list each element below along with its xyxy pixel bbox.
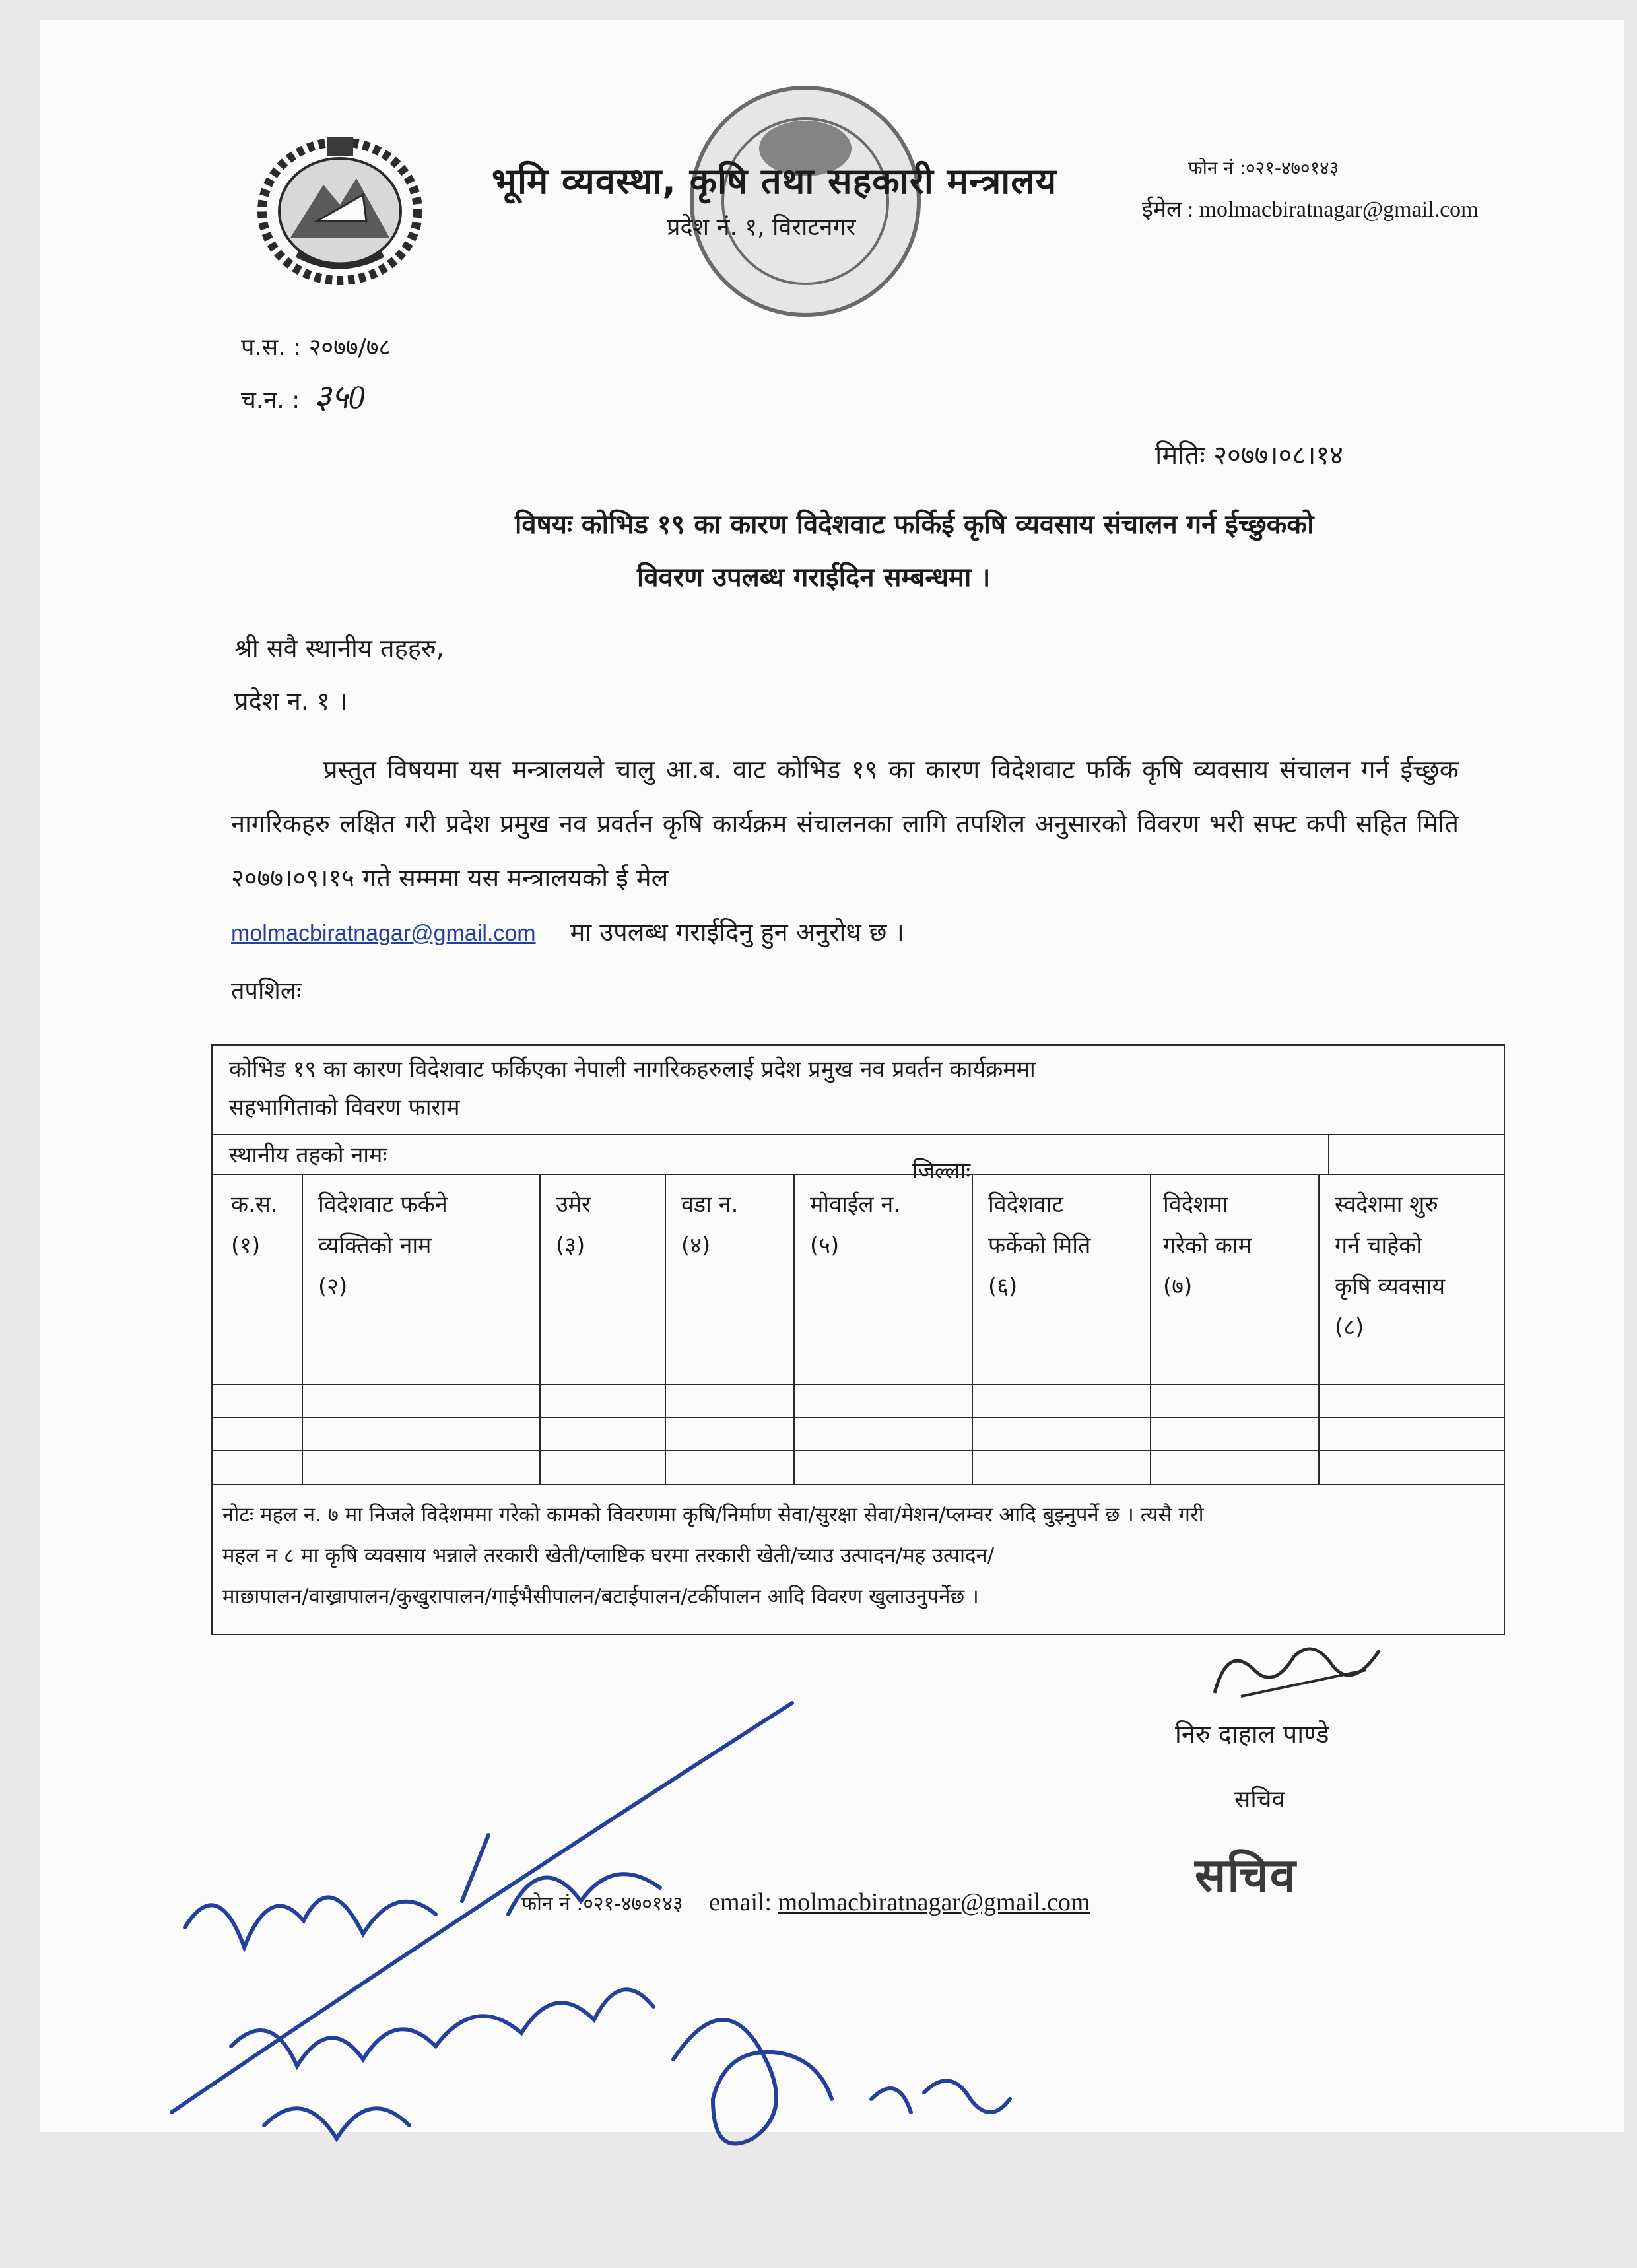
tapsil-label: तपशिलः: [231, 978, 302, 1005]
col-mobile-line: मोवाईल न.: [810, 1191, 901, 1218]
local-level-label: स्थानीय तहको नामः: [229, 1142, 387, 1168]
addressee-line-2: प्रदेश न. १ ।: [234, 686, 348, 716]
letterhead-phone: फोन नं :०२१-४७०१४३: [1188, 157, 1339, 179]
col-return-line: (६): [988, 1273, 1018, 1300]
ministry-address: प्रदेश नं. १, विराटनगर: [667, 214, 856, 241]
col-ward-line: वडा न.: [681, 1191, 739, 1218]
col-header-foreign-work: [1163, 1184, 1252, 1307]
addressee-line-1: श्री सवै स्थानीय तहहरु,: [234, 634, 444, 663]
body-email-link[interactable]: molmacbiratnagar@gmail.com: [231, 921, 536, 946]
footer-email-label: email:: [709, 1888, 772, 1916]
handwritten-annotations: [132, 1637, 1122, 2205]
cn-value: ३५0: [314, 378, 365, 415]
col-name-line: विदेशवाट फर्कने: [318, 1191, 448, 1218]
ps-value: २०७७/७८: [308, 334, 391, 361]
col-sn-line: क.स.: [231, 1191, 278, 1218]
note-line: महल न ८ मा कृषि व्यवसाय भन्नाले तरकारी खेती/प्लाष्टिक घरमा तरकारी खेती/च्याउ उत्पादन/मह उत्पादन/: [222, 1544, 995, 1568]
col-work-line: (७): [1163, 1273, 1193, 1300]
col-work-line: गरेको काम: [1163, 1232, 1252, 1259]
subject-line-1: विषयः कोभिड १९ का कारण विदेशवाट फर्किई कृषि व्यवसाय संचालन गर्न ईच्छुकको: [515, 510, 1314, 540]
body-paragraph: [231, 743, 1459, 960]
col-agri-line: (८): [1335, 1314, 1364, 1341]
col-mobile-line: (५): [810, 1232, 840, 1259]
col-header-age: [556, 1184, 591, 1266]
participation-form-table: [211, 1044, 1505, 1635]
col-age-line: उमेर: [556, 1191, 591, 1218]
form-note: [222, 1494, 1204, 1617]
col-agri-line: गर्न चाहेको: [1335, 1232, 1422, 1259]
letter-date: मितिः २०७७।०८।१४: [1155, 440, 1343, 471]
nepal-emblem-logo: [244, 122, 436, 290]
reference-ps: प.स. : २०७७/७८: [241, 334, 391, 361]
col-agri-line: स्वदेशमा शुरु: [1335, 1191, 1438, 1218]
letterhead-email: ईमेल : molmacbiratnagar@gmail.com: [1142, 197, 1479, 222]
col-header-mobile: [810, 1184, 900, 1266]
col-header-sn: [231, 1184, 278, 1266]
ministry-name: भूमि व्यवस्था, कृषि तथा सहकारी मन्त्रालय: [492, 160, 1057, 202]
reference-cn: च.न. : ३५0: [241, 378, 365, 415]
district-label: जिल्लाः: [912, 1158, 971, 1184]
col-header-agri-business: [1335, 1184, 1445, 1348]
form-title-line-2: सहभागिताको विवरण फाराम: [229, 1094, 460, 1121]
footer-email-address[interactable]: molmacbiratnagar@gmail.com: [778, 1888, 1090, 1916]
col-name-line: व्यक्तिको नाम: [318, 1232, 432, 1259]
cn-label: च.न.: [241, 387, 284, 414]
subject-line-2: विवरण उपलब्ध गराईदिन सम्बन्धमा ।: [637, 562, 991, 593]
col-return-line: फर्केको मिति: [988, 1232, 1091, 1259]
form-title-line-1: कोभिड १९ का कारण विदेशवाट फर्किएका नेपाली नागरिकहरुलाई प्रदेश प्रमुख नव प्रवर्तन कार्यक्रममा: [229, 1056, 1036, 1083]
col-header-ward: [681, 1184, 738, 1266]
col-work-line: विदेशमा: [1163, 1191, 1228, 1218]
col-header-return-date: [988, 1184, 1090, 1307]
note-line: माछापालन/वाख्रापालन/कुखुरापालन/गाईभैसीपालन/बटाईपालन/टर्कीपालन आदि विवरण खुलाउनुपर्नेछ ।: [222, 1585, 979, 1609]
note-line: नोटः महल न. ७ मा निजले विदेशममा गरेको कामको विवरणमा कृषि/निर्माण सेवा/सुरक्षा सेवा/मेशन/प्लम्वर आदि बुझ्नुपर्ने छ । त्यसै गरी: [222, 1503, 1204, 1527]
secretary-initials-signature: [1201, 1630, 1399, 1710]
col-name-line: (२): [318, 1273, 348, 1300]
signatory-title: सचिव: [1234, 1786, 1285, 1813]
col-ward-line: (४): [681, 1232, 711, 1259]
col-age-line: (३): [556, 1232, 585, 1259]
ps-label: प.स.: [241, 334, 286, 361]
body-text: प्रस्तुत विषयमा यस मन्त्रालयले चालु आ.ब. वाट कोभिड १९ का कारण विदेशवाट फर्कि कृषि व्यवसाय संचालन गर्न ईच्छुक नागरिकहरु लक्षित गरी प्रदेश प्रमुख नव प्रवर्तन कृषि कार्यक्रम संचालनका लागि तपशिल अनुसारको विवरण भरी सफ्ट कपी सहित मिति २०७७।०९।१५ गते सम्ममा यस मन्त्रालयको ई मेल: [231, 755, 1459, 892]
col-agri-line: कृषि व्यवसाय: [1335, 1273, 1446, 1300]
footer-phone: फोन नं :०२१-४७०१४३: [521, 1892, 683, 1916]
col-sn-line: (१): [231, 1232, 261, 1259]
col-header-name: [318, 1184, 448, 1307]
body-closing: मा उपलब्ध गराईदिनु हुन अनुरोध छ ।: [570, 917, 904, 947]
signatory-name: निरु दाहाल पाण्डे: [1175, 1719, 1329, 1749]
col-return-line: विदेशवाट: [988, 1191, 1063, 1218]
designation-stamp: सचिव: [1195, 1848, 1297, 1902]
